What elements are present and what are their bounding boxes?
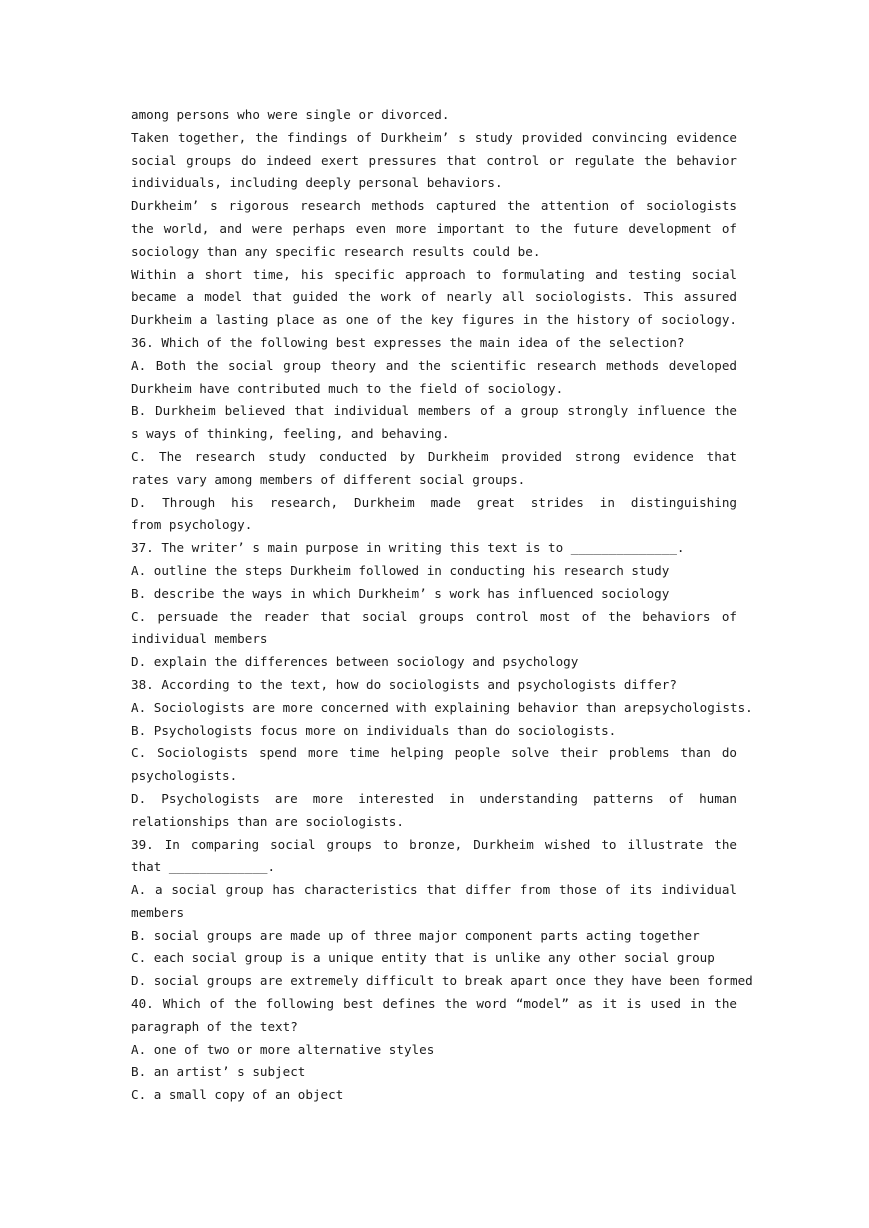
option-b: B. social groups are made up of three major component parts acting together xyxy=(131,927,700,943)
option-c: C. each social group is a unique entity that is unlike any other social group xyxy=(131,950,715,966)
option-a: A. outline the steps Durkheim followed in conducting his research study xyxy=(131,562,670,578)
question-stem: 37. The writer’ s main purpose in writing this text is to ______________. xyxy=(131,540,685,556)
option-d-continued: relationships than are sociologists. xyxy=(131,813,404,829)
question-39 xyxy=(131,834,753,994)
option-c-continued: rates vary among members of different social groups. xyxy=(131,471,526,487)
question-stem: 36. Which of the following best expresses the main idea of the selection? xyxy=(131,334,685,350)
question-37 xyxy=(131,537,737,674)
text-line: Within a short time, his specific approach to formulating and testing social xyxy=(131,266,737,282)
option-c-continued: psychologists. xyxy=(131,768,238,784)
option-d: D. social groups are extremely difficult to break apart once they have been formed xyxy=(131,973,753,989)
text-line: Durkheim’ s rigorous research methods captured the attention of sociologists xyxy=(131,198,737,214)
question-stem-continued: that _____________. xyxy=(131,859,276,875)
passage-paragraph xyxy=(131,104,737,127)
question-stem: 39. In comparing social groups to bronze, Durkheim wished to illustrate the xyxy=(131,836,737,852)
option-a: A. a social group has characteristics that differ from those of its individual xyxy=(131,882,737,898)
question-40 xyxy=(131,993,737,1107)
text-line: Durkheim a lasting place as one of the key figures in the history of sociology. xyxy=(131,312,737,328)
question-36 xyxy=(131,332,737,537)
option-a-continued: Durkheim have contributed much to the field of sociology. xyxy=(131,380,564,396)
passage-paragraph xyxy=(131,195,737,263)
option-b: B. describe the ways in which Durkheim’ s work has influenced sociology xyxy=(131,585,670,601)
option-b: B. Psychologists focus more on individuals than do sociologists. xyxy=(131,722,617,738)
passage-paragraph xyxy=(131,127,737,195)
option-a: A. Both the social group theory and the scientific research methods developed xyxy=(131,357,737,373)
question-stem: 40. Which of the following best defines the word “model” as it is used in the xyxy=(131,996,737,1012)
option-c: C. Sociologists spend more time helping people solve their problems than do xyxy=(131,745,737,761)
text-line: social groups do indeed exert pressures that control or regulate the behavior xyxy=(131,152,737,168)
option-c-continued: individual members xyxy=(131,631,268,647)
text-line: the world, and were perhaps even more important to the future development of xyxy=(131,220,737,236)
option-d: D. Through his research, Durkheim made great strides in distinguishing xyxy=(131,494,737,510)
option-a: A. one of two or more alternative styles xyxy=(131,1041,435,1057)
text-line: became a model that guided the work of nearly all sociologists. This assured xyxy=(131,289,737,305)
question-38 xyxy=(131,674,753,834)
option-a: A. Sociologists are more concerned with explaining behavior than arepsychologists. xyxy=(131,699,753,715)
passage-paragraph xyxy=(131,264,737,332)
option-a-continued: members xyxy=(131,904,185,920)
text-line: individuals, including deeply personal behaviors. xyxy=(131,175,503,191)
option-c: C. a small copy of an object xyxy=(131,1087,344,1103)
option-c: C. The research study conducted by Durkheim provided strong evidence that xyxy=(131,448,737,464)
question-stem-continued: paragraph of the text? xyxy=(131,1018,298,1034)
option-b-continued: s ways of thinking, feeling, and behaving. xyxy=(131,426,450,442)
option-d: D. explain the differences between sociology and psychology xyxy=(131,654,579,670)
option-d: D. Psychologists are more interested in understanding patterns of human xyxy=(131,790,737,806)
option-c: C. persuade the reader that social groups control most of the behaviors of xyxy=(131,608,737,624)
text-line: Taken together, the findings of Durkheim’ s study provided convincing evidence xyxy=(131,129,737,145)
passage xyxy=(131,104,737,332)
option-d-continued: from psychology. xyxy=(131,517,253,533)
question-stem: 38. According to the text, how do sociologists and psychologists differ? xyxy=(131,676,677,692)
text-line: sociology than any specific research results could be. xyxy=(131,243,541,259)
text-line: among persons who were single or divorced. xyxy=(131,107,450,122)
document-page xyxy=(131,104,753,1107)
option-b: B. an artist’ s subject xyxy=(131,1064,306,1080)
option-b: B. Durkheim believed that individual members of a group strongly influence the xyxy=(131,403,737,419)
